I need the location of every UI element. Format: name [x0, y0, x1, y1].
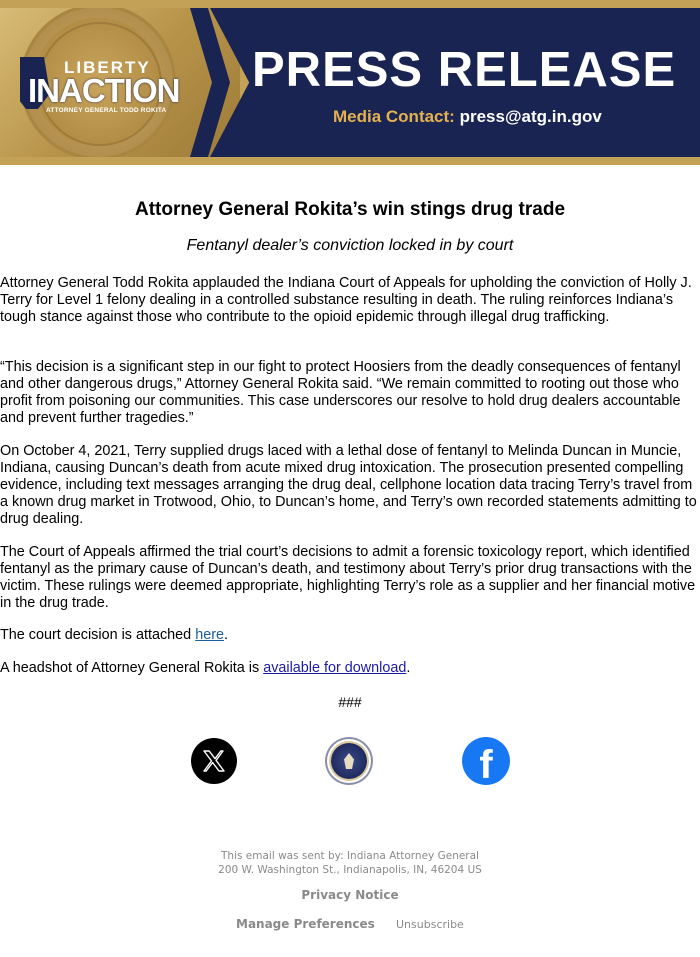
logo-liberty-text: LIBERTY — [64, 58, 151, 77]
media-contact-label: Media Contact: — [333, 107, 455, 126]
end-of-release-mark: ### — [338, 694, 362, 710]
article-paragraph-3: On October 4, 2021, Terry supplied drugs laced with a lethal dose of fentanyl to Melinda Duncan in Muncie, Indiana, causing Duncan’s death from acute mixed drug intoxication. The prosecution presented compelling evidence, including text messages arranging the drug deal, cellphone location data tracing Terry’s travel from a known drug market in Trotwood, Ohio, to Duncan’s home, and Terry’s own recorded statements admitting to drug dealing. — [0, 443, 697, 527]
article-paragraph-4: The Court of Appeals affirmed the trial court’s decisions to admit a forensic toxicology report, which identified fentanyl as the primary cause of Duncan’s death, and testimony about Terry’s prior drug transactions with the victim. These rulings were deemed appropriate, highlighting Terry’s role as a supplier and her financial motive in the drug trade. — [0, 544, 696, 611]
banner-top-strip — [0, 0, 700, 8]
article-headline: Attorney General Rokita’s win stings drug trade — [134, 199, 566, 220]
article-paragraph-1: Attorney General Todd Rokita applauded the Indiana Court of Appeals for upholding the conviction of Holly J. Terry for Level 1 felony dealing in a controlled substance resulting in death. The ruling reinforces Indiana’s tough stance against those who contribute to the opioid epidemic through illegal drug trafficking. — [0, 275, 692, 325]
unsubscribe-link[interactable]: Unsubscribe — [396, 918, 464, 931]
court-decision-prefix: The court decision is attached — [0, 627, 196, 643]
banner-bottom-strip — [0, 157, 700, 165]
media-contact — [333, 107, 602, 127]
footer-address: 200 W. Washington St., Indianapolis, IN, 46204 US — [218, 864, 482, 876]
manage-preferences-link[interactable]: Manage Preferences — [236, 917, 375, 931]
liberty-in-action-logo — [20, 55, 180, 117]
court-decision-link[interactable]: here — [195, 627, 224, 643]
x-twitter-button[interactable] — [191, 738, 237, 784]
facebook-button[interactable] — [462, 737, 510, 785]
court-decision-suffix: . — [224, 627, 228, 643]
attorney-general-website-button[interactable] — [325, 737, 373, 785]
facebook-icon: f — [479, 743, 493, 787]
logo-inaction-text: INACTION — [28, 72, 180, 109]
article-paragraph-2: “This decision is a significant step in our fight to protect Hoosiers from the deadly consequences of fentanyl and other dangerous drugs,” Attorney General Rokita said. “We remain committed to rooting out those who profit from poisoning our communities. This case underscores our resolve to hold drug dealers accountable and prevent further tragedies.” — [0, 359, 681, 426]
article-subhead: Fentanyl dealer’s conviction locked in by court — [186, 237, 514, 254]
court-decision-line — [0, 627, 700, 644]
media-contact-email[interactable]: press@atg.in.gov — [459, 107, 602, 126]
press-release-banner — [0, 0, 700, 165]
privacy-notice-link[interactable]: Privacy Notice — [301, 888, 399, 902]
footer-sent-by: This email was sent by: Indiana Attorney General — [221, 850, 479, 862]
headshot-line — [0, 660, 700, 677]
x-twitter-icon — [202, 749, 226, 773]
headshot-suffix: . — [406, 660, 411, 676]
headshot-download-link[interactable]: available for download — [263, 660, 407, 676]
logo-subtitle: ATTORNEY GENERAL TODD ROKITA — [46, 107, 167, 114]
headshot-prefix: A headshot of Attorney General Rokita is — [0, 660, 264, 676]
press-release-title: PRESS RELEASE — [252, 43, 677, 97]
